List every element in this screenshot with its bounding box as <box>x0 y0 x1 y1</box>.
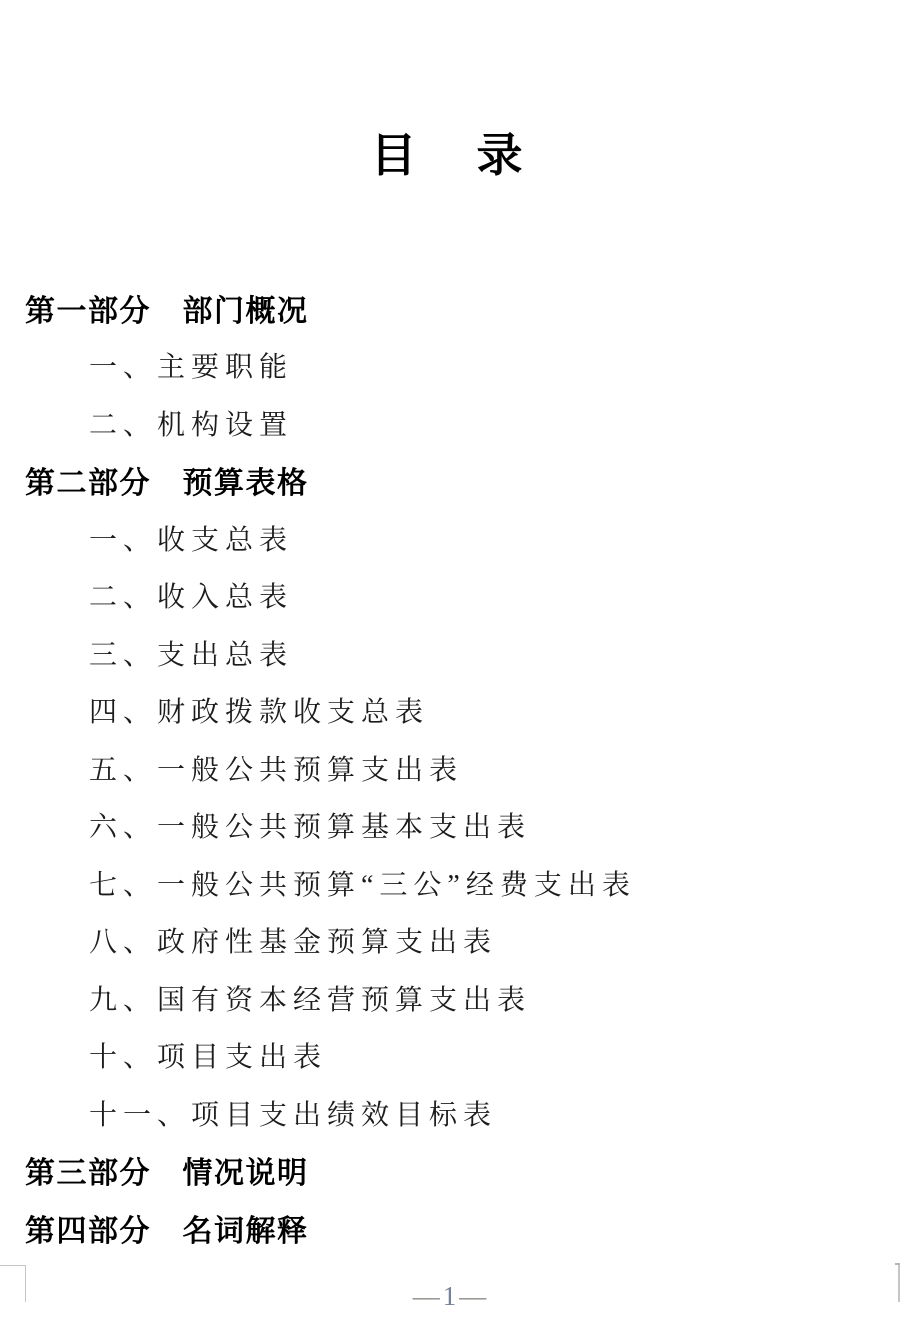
toc-entry-label: 一、收支总表 <box>89 524 294 556</box>
toc-entry-label: 二、收入总表 <box>89 582 294 614</box>
toc-entry-label: 十一、项目支出绩效目标表 <box>89 1099 498 1131</box>
toc-entry-label: 五、一般公共预算支出表 <box>89 754 464 786</box>
toc-entry-label: 十、项目支出表 <box>89 1042 328 1074</box>
toc-entry-item <box>0 912 900 970</box>
toc-entry-label: 一、主要职能 <box>89 352 294 384</box>
page-title: 目 录 <box>370 130 530 181</box>
toc-entry-label: 三、支出总表 <box>89 639 294 671</box>
toc-entry-part <box>0 1199 900 1257</box>
crop-mark-bottom-right-horizontal <box>895 1263 900 1265</box>
crop-mark-bottom-left-horizontal <box>0 1265 26 1266</box>
toc-entry-part <box>0 1142 900 1200</box>
toc-entry-part <box>0 452 900 510</box>
toc-entry-item <box>0 1084 900 1142</box>
toc-entry-item <box>0 394 900 452</box>
toc-entry-label: 第一部分 部门概况 <box>25 294 309 328</box>
toc-entry-item <box>0 969 900 1027</box>
toc-entry-item <box>0 509 900 567</box>
page-number: 1 <box>442 1281 458 1311</box>
footer-left-dash: — <box>412 1281 441 1311</box>
toc-entry-label: 九、国有资本经营预算支出表 <box>89 984 532 1016</box>
footer-right-dash: — <box>459 1281 488 1311</box>
page-footer <box>0 1281 900 1312</box>
toc-entry-item <box>0 682 900 740</box>
toc-entry-label: 八、政府性基金预算支出表 <box>89 927 498 959</box>
toc-entry-label: 四、财政拨款收支总表 <box>89 697 430 729</box>
toc-entry-label: 第二部分 预算表格 <box>25 467 309 501</box>
toc-entry-item <box>0 739 900 797</box>
toc-entry-item <box>0 854 900 912</box>
toc-entry-item <box>0 567 900 625</box>
crop-mark-bottom-left-vertical <box>25 1265 26 1302</box>
toc-entry-label: 二、机构设置 <box>89 409 294 441</box>
toc-entry-part <box>0 279 900 337</box>
toc-entry-label: 第四部分 名词解释 <box>25 1214 309 1248</box>
toc-entry-label: 六、一般公共预算基本支出表 <box>89 812 532 844</box>
toc-entry-item <box>0 624 900 682</box>
toc-entry-label: 第三部分 情况说明 <box>25 1157 309 1191</box>
toc-entry-label: 七、一般公共预算“三公”经费支出表 <box>89 869 636 901</box>
toc-entry-item <box>0 1027 900 1085</box>
table-of-contents <box>0 279 900 1257</box>
toc-entry-item <box>0 797 900 855</box>
toc-entry-item <box>0 337 900 395</box>
